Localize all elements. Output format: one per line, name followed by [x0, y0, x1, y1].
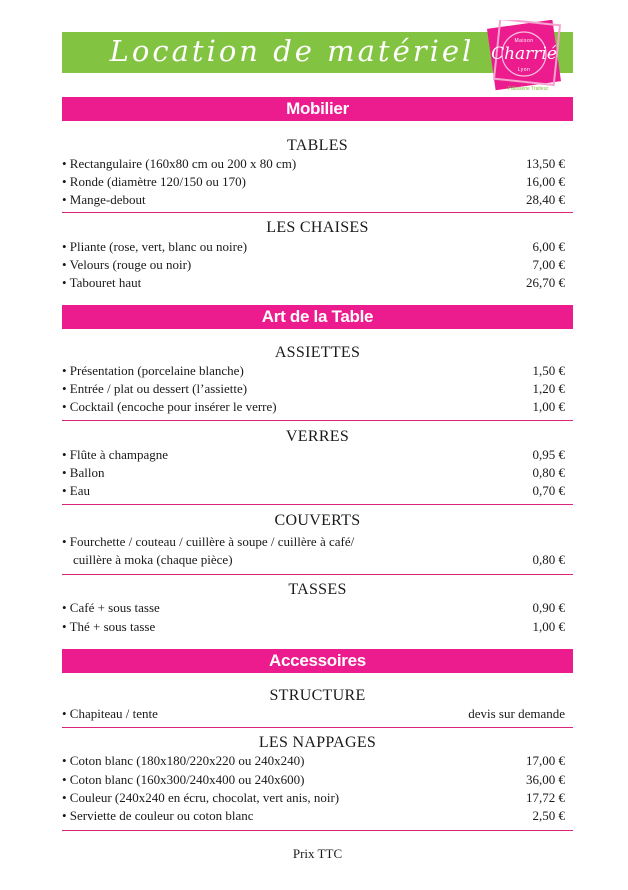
section-art-de-la-table-header: Art de la Table [62, 305, 573, 329]
group-assiettes-title: ASSIETTES [274, 344, 361, 361]
item-price: 7,00 € [532, 257, 565, 272]
item-label: • Rectangulaire (160x80 cm ou 200 x 80 cm) [62, 156, 297, 171]
item-label: • Mange-debout [62, 192, 146, 207]
item-label: • Pliante (rose, vert, blanc ou noire) [62, 239, 248, 254]
item-price: 1,50 € [532, 363, 565, 378]
group-structure-title: STRUCTURE [269, 687, 366, 704]
divider [62, 727, 573, 728]
item-price: 0,90 € [532, 600, 565, 615]
item-label: • Fourchette / couteau / cuillère à soupe / cuillère à café/ [62, 534, 355, 549]
divider [62, 504, 573, 505]
item-price: 2,50 € [532, 808, 565, 823]
item-price: 1,20 € [532, 381, 565, 396]
item-price: 17,72 € [526, 790, 565, 805]
item-price: 26,70 € [526, 275, 565, 290]
item-price: 0,80 € [532, 465, 565, 480]
divider [62, 574, 573, 575]
item-label: • Flûte à champagne [62, 447, 168, 462]
item-label: • Couleur (240x240 en écru, chocolat, vert anis, noir) [62, 790, 340, 805]
price-note: Prix TTC [292, 846, 343, 861]
group-nappages-title: LES NAPPAGES [258, 734, 377, 751]
item-label: cuillère à moka (chaque pièce) [73, 552, 233, 567]
item-price: 0,70 € [532, 483, 565, 498]
item-price: 36,00 € [526, 772, 565, 787]
item-label: • Ballon [62, 465, 105, 480]
item-label: • Velours (rouge ou noir) [62, 257, 192, 272]
item-label: • Cocktail (encoche pour insérer le verre) [62, 399, 277, 414]
item-price: 0,80 € [532, 552, 565, 567]
item-price: 1,00 € [532, 399, 565, 414]
item-label: • Serviette de couleur ou coton blanc [62, 808, 254, 823]
logo-top-text: Maison [514, 38, 534, 44]
item-price: 17,00 € [526, 753, 565, 768]
divider [62, 420, 573, 421]
group-chaises-title: LES CHAISES [266, 219, 369, 236]
logo-tagline: Pâtisserie Traiteur [507, 86, 549, 92]
item-price: devis sur demande [468, 706, 565, 721]
group-verres-title: VERRES [285, 428, 350, 445]
logo-name: Charrié [491, 44, 557, 64]
section-mobilier-header: Mobilier [62, 97, 573, 121]
item-price: 6,00 € [532, 239, 565, 254]
divider [62, 212, 573, 213]
item-label: • Ronde (diamètre 120/150 ou 170) [62, 174, 246, 189]
item-price: 13,50 € [526, 156, 565, 171]
item-label: • Thé + sous tasse [62, 619, 156, 634]
item-price: 1,00 € [532, 619, 565, 634]
group-couverts-title: COUVERTS [274, 512, 361, 529]
item-price: 28,40 € [526, 192, 565, 207]
item-label: • Café + sous tasse [62, 600, 160, 615]
item-label: • Chapiteau / tente [62, 706, 158, 721]
maison-charrie-logo [487, 20, 565, 94]
logo-city: Lyon [517, 67, 531, 73]
item-price: 0,95 € [532, 447, 565, 462]
item-price: 16,00 € [526, 174, 565, 189]
page-title: Location de matériel [109, 34, 475, 68]
item-label: • Eau [62, 483, 91, 498]
group-tables-title: TABLES [287, 137, 348, 154]
section-accessoires-header: Accessoires [62, 649, 573, 673]
item-label: • Coton blanc (180x180/220x220 ou 240x240) [62, 753, 305, 768]
divider [62, 830, 573, 831]
item-label: • Entrée / plat ou dessert (l’assiette) [62, 381, 248, 396]
item-label: • Coton blanc (160x300/240x400 ou 240x600) [62, 772, 305, 787]
item-label: • Présentation (porcelaine blanche) [62, 363, 244, 378]
item-label: • Tabouret haut [62, 275, 142, 290]
group-tasses-title: TASSES [288, 581, 347, 598]
